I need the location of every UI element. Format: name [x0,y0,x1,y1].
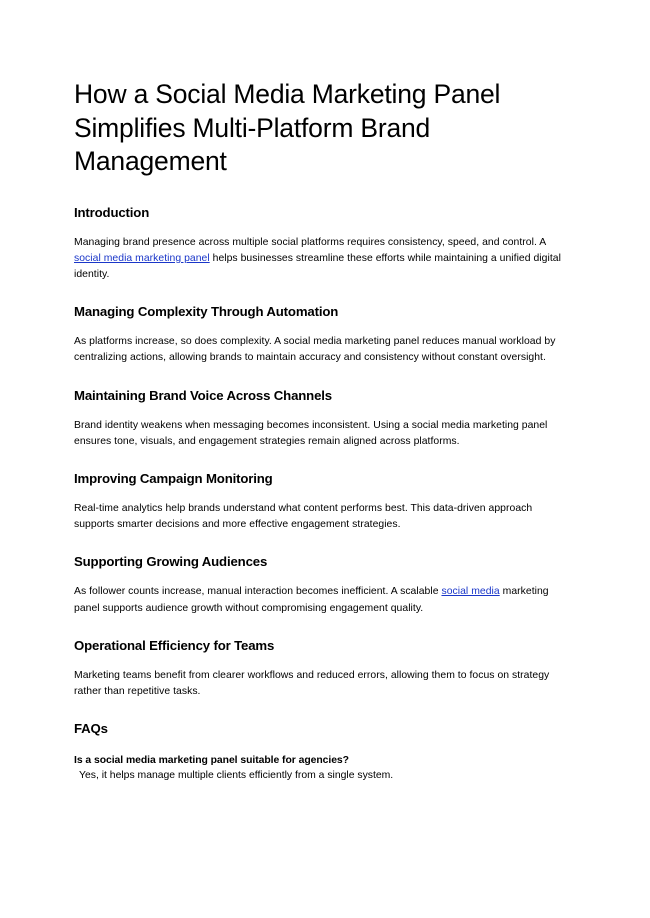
spacer [74,737,572,753]
spacer [74,570,572,584]
section-heading-managing-complexity: Managing Complexity Through Automation [74,304,339,320]
spacer [74,221,572,235]
inline-link-social-media-marketing-panel[interactable]: social media marketing panel [74,252,210,264]
section-heading-faqs: FAQs [74,721,108,737]
faq-answer: Yes, it helps manage multiple clients efficiently from a single system. [79,770,394,782]
paragraph-text-segment: marketing panel supports audience growth without compromising engagement quality. [74,586,549,614]
section-paragraph-operational-efficiency: Marketing teams benefit from clearer workflows and reduced errors, allowing them to focus on strategy rather than repetitive tasks. [74,669,550,697]
section-paragraph-managing-complexity: As platforms increase, so does complexity. A social media marketing panel reduces manual workload by centralizing actions, allowing brands to maintain accuracy and consistency without constant oversight. [74,336,556,364]
section-heading-brand-voice: Maintaining Brand Voice Across Channels [74,387,332,403]
section-heading-operational-efficiency: Operational Efficiency for Teams [74,637,275,653]
spacer [74,450,572,471]
section-paragraph-brand-voice: Brand identity weakens when messaging becomes inconsistent. Using a social media marketing panel ensures tone, visuals, and engagement strategies remain aligned across platforms. [74,419,548,447]
spacer [74,654,572,668]
spacer [74,283,572,304]
spacer [74,179,572,205]
section-paragraph-introduction [74,235,572,284]
page-title: How a Social Media Marketing Panel Simplifies Multi-Platform Brand Management [74,79,501,176]
spacer [74,367,572,388]
spacer [74,617,572,638]
spacer [74,320,572,334]
spacer [74,533,572,554]
paragraph-text-segment: helps businesses streamline these efforts while maintaining a unified digital identity. [74,252,561,280]
section-heading-introduction: Introduction [74,204,150,220]
spacer [74,404,572,418]
faq-question: Is a social media marketing panel suitable for agencies? [74,755,349,767]
paragraph-text-segment: Managing brand presence across multiple social platforms requires consistency, speed, and control. A [74,236,546,248]
paragraph-text-segment: As follower counts increase, manual interaction becomes inefficient. A scalable [74,586,442,598]
inline-link-social-media[interactable]: social media [441,586,500,598]
spacer [74,700,572,721]
section-heading-growing-audiences: Supporting Growing Audiences [74,554,268,570]
section-paragraph-campaign-monitoring: Real-time analytics help brands understand what content performs best. This data-driven approach supports smarter decisions and more effective engagement strategies. [74,502,533,531]
section-paragraph-growing-audiences [74,584,572,616]
spacer [74,487,572,501]
section-heading-campaign-monitoring: Improving Campaign Monitoring [74,470,273,486]
